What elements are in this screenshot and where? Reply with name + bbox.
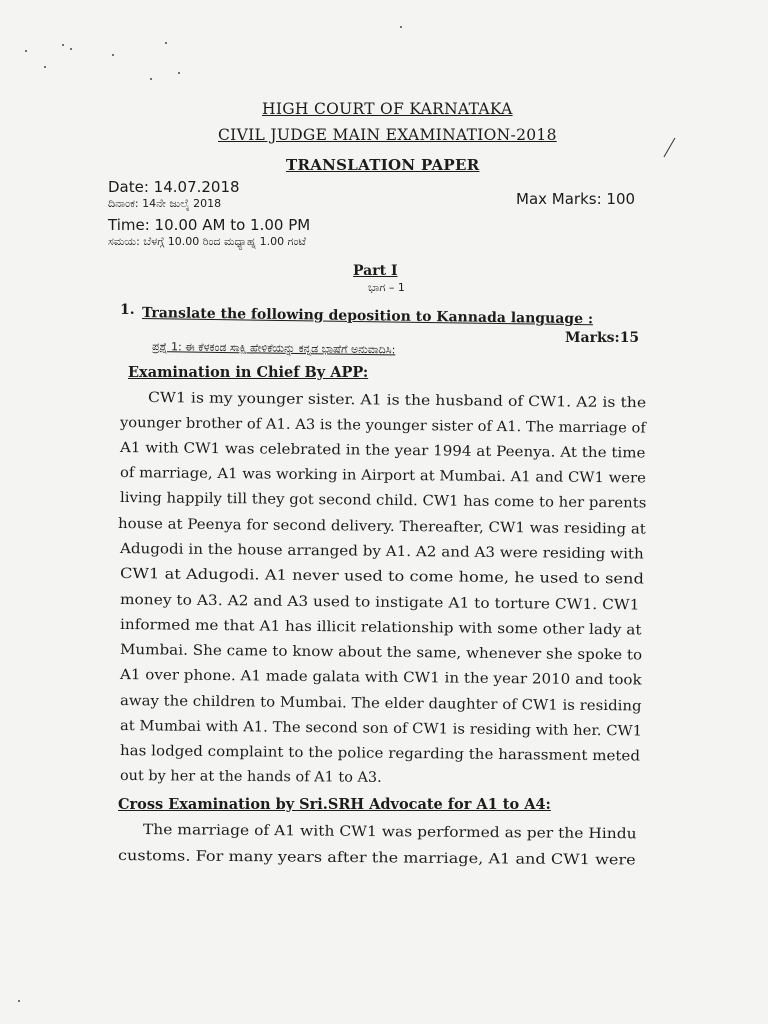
scan-speck [44, 66, 46, 68]
section-heading-cross-examination: Cross Examination by Sri.SRH Advocate for A1 to A4: [118, 796, 551, 813]
scan-speck [25, 50, 27, 52]
paragraph-line: of marriage, A1 was working in Airport at Mumbai. A1 and CW1 were [119, 465, 647, 487]
question-marks: Marks:15 [565, 330, 640, 346]
scan-speck [70, 48, 72, 50]
scan-speck [150, 78, 152, 80]
question-number: 1. [120, 302, 135, 318]
exam-date: Date: 14.07.2018 [108, 178, 240, 196]
scan-speck [178, 72, 180, 74]
exam-title: CIVIL JUDGE MAIN EXAMINATION-2018 [218, 126, 557, 144]
part-title: Part I [353, 263, 398, 279]
scan-speck [400, 26, 402, 28]
paragraph-line: CW1 at Adugodi. A1 never used to come home, he used to send [119, 566, 645, 588]
paragraph-line: house at Peenya for second delivery. Thereafter, CW1 was residing at [117, 516, 646, 538]
paragraph-line: younger brother of A1. A3 is the younger sister of A1. The marriage of [119, 415, 646, 437]
section-heading-examination-in-chief: Examination in Chief By APP: [128, 364, 369, 381]
paragraph-line: at Mumbai with A1. The second son of CW1 is residing with her. CW1 [119, 718, 643, 740]
part-title-kannada: ಭಾಗ – 1 [368, 281, 405, 294]
exam-time: Time: 10.00 AM to 1.00 PM [108, 216, 311, 234]
paragraph-line: money to A3. A2 and A3 used to instigate A1 to torture CW1. CW1 [119, 592, 640, 614]
exam-date-kannada: ದಿನಾಂಕ: 14ನೇ ಜುಲೈ 2018 [108, 197, 222, 210]
paragraph-line: A1 over phone. A1 made galata with CW1 in the year 2010 and took [119, 667, 642, 689]
scan-speck [62, 44, 64, 46]
exam-time-kannada: ಸಮಯ: ಬೆಳಗ್ಗೆ 10.00 ರಿಂದ ಮಧ್ಯಾಹ್ನ 1.00 ಗಂಟೆ [108, 235, 307, 248]
paragraph-line: Adugodi in the house arranged by A1. A2 and A3 were residing with [119, 541, 644, 563]
paragraph-line: Mumbai. She came to know about the same, whenever she spoke to [119, 642, 643, 664]
pen-stroke-mark [664, 138, 688, 165]
paragraph-line: The marriage of A1 with CW1 was performed as per the Hindu [142, 822, 637, 843]
paragraph-line: away the children to Mumbai. The elder daughter of CW1 is residing [119, 693, 642, 715]
question-text-kannada: ಪ್ರಶ್ನೆ 1: ಈ ಕೆಳಕಂಡ ಸಾಕ್ಷಿ ಹೇಳಿಕೆಯನ್ನು ಕನ್ನಡ ಭಾಷೆಗೆ ಅನುವಾದಿಸಿ: [151, 340, 396, 357]
scan-speck [18, 1000, 20, 1002]
paragraph-line: informed me that A1 has illicit relationship with some other lady at [119, 617, 642, 639]
paragraph-line: customs. For many years after the marriage, A1 and CW1 were [117, 848, 636, 869]
paragraph-line: CW1 is my younger sister. A1 is the husband of CW1. A2 is the [147, 390, 647, 412]
paper-title: TRANSLATION PAPER [286, 156, 480, 174]
paragraph-line: living happily till they got second child. CW1 has come to her parents [119, 490, 647, 512]
question-text: Translate the following deposition to Kannada language : [141, 305, 594, 328]
scan-speck [165, 42, 167, 44]
court-title: HIGH COURT OF KARNATAKA [262, 100, 513, 118]
paragraph-line: out by her at the hands of A1 to A3. [119, 768, 382, 786]
scan-speck [112, 54, 114, 56]
paragraph-line: A1 with CW1 was celebrated in the year 1994 at Peenya. At the time [119, 440, 646, 462]
max-marks: Max Marks: 100 [516, 190, 636, 208]
paragraph-line: has lodged complaint to the police regarding the harassment meted [119, 743, 641, 765]
